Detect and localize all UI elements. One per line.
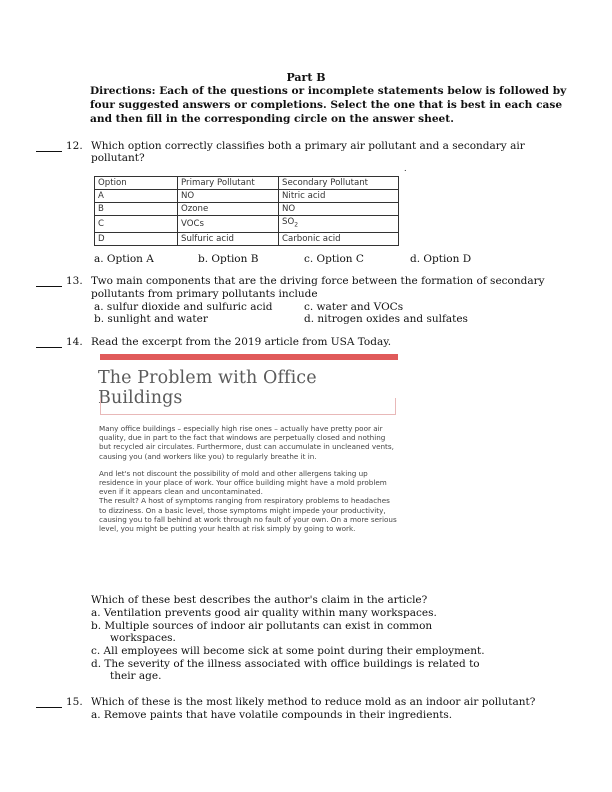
table-cell: NO xyxy=(178,190,279,203)
question-12-line-1: Which option correctly classifies both a primary air pollutant and a secondary air xyxy=(91,140,525,152)
excerpt-title: The Problem with Office Buildings xyxy=(98,368,317,408)
excerpt-title-underline-box xyxy=(100,398,396,415)
answer-blank-12[interactable] xyxy=(36,141,62,152)
answer-choice-b[interactable]: b. Option B xyxy=(198,253,259,265)
answer-choice-a[interactable]: a. Remove paints that have volatile compounds in their ingredients. xyxy=(91,709,453,721)
excerpt-paragraph: The result? A host of symptoms ranging from respiratory problems to headaches to dizziness. On a basic level, those symptoms might impede your productivity, causing you to fall behind at work through no fault of your own. On a more serious level, you might be putting your health at risk simply by going to work. xyxy=(99,496,397,534)
question-13-line-1: Two main components that are the driving force between the formation of secondary xyxy=(91,275,545,287)
question-14-prompt: Which of these best describes the author's claim in the article? xyxy=(91,594,428,606)
answer-choice-c[interactable]: c. water and VOCs xyxy=(304,301,404,313)
pollutant-table xyxy=(94,176,399,246)
answer-blank-13[interactable] xyxy=(36,276,62,287)
answer-blank-14[interactable] xyxy=(36,337,62,348)
question-number-12: 12. xyxy=(66,140,83,152)
answer-choice-d[interactable]: d. nitrogen oxides and sulfates xyxy=(304,313,468,325)
table-row xyxy=(95,203,399,216)
stray-mark: . xyxy=(404,164,407,173)
question-number-13: 13. xyxy=(66,275,83,287)
table-cell: Carbonic acid xyxy=(279,232,399,245)
excerpt-accent-bar xyxy=(100,354,398,360)
answer-choice-b-continued[interactable]: workspaces. xyxy=(110,632,176,644)
part-title: Part B xyxy=(286,71,326,84)
answer-choice-c[interactable]: c. Option C xyxy=(304,253,364,265)
table-row xyxy=(95,232,399,245)
answer-choice-a[interactable]: a. Ventilation prevents good air quality within many workspaces. xyxy=(91,607,437,619)
table-cell: NO xyxy=(279,203,399,216)
question-14-line-1: Read the excerpt from the 2019 article from USA Today. xyxy=(91,336,392,348)
table-cell: C xyxy=(95,216,178,233)
question-number-15: 15. xyxy=(66,696,83,708)
table-cell: Sulfuric acid xyxy=(178,232,279,245)
subscript: 2 xyxy=(294,221,299,229)
answer-choice-c[interactable]: c. All employees will become sick at some point during their employment. xyxy=(91,645,485,657)
table-cell-text: SO xyxy=(282,217,295,227)
excerpt-body xyxy=(99,424,399,533)
table-cell: Nitric acid xyxy=(279,190,399,203)
article-excerpt-image xyxy=(94,354,406,580)
table-header-row xyxy=(95,177,399,190)
table-row xyxy=(95,190,399,203)
table-header: Secondary Pollutant xyxy=(279,177,399,190)
table-cell: Ozone xyxy=(178,203,279,216)
directions: Directions: Each of the questions or incomplete statements below is followed by four suggested answers or completions. Select the one that is best in each case and then fill in the corresponding circle on the answer sheet. xyxy=(90,85,567,125)
answer-choice-d-continued[interactable]: their age. xyxy=(110,670,162,682)
answer-choice-d[interactable]: d. Option D xyxy=(410,253,472,265)
answer-blank-15[interactable] xyxy=(36,697,62,708)
table-cell xyxy=(279,216,399,233)
question-number-14: 14. xyxy=(66,336,83,348)
table-cell: A xyxy=(95,190,178,203)
table-cell: B xyxy=(95,203,178,216)
table-header: Option xyxy=(95,177,178,190)
answer-choice-a[interactable]: a. sulfur dioxide and sulfuric acid xyxy=(94,301,273,313)
excerpt-paragraph: And let's not discount the possibility of mold and other allergens taking up residence in your place of work. Your office building might have a mold problem even if it appears clean and uncontaminated. xyxy=(99,468,387,497)
excerpt-paragraph: Many office buildings – especially high rise ones – actually have pretty poor air quality, due in part to the fact that windows are perpetually closed and nothing but recycled air circulates. Furthermore, dust can accumulate in uncleaned vents, causing you (and workers like you) to regularly breathe it in. xyxy=(99,424,394,461)
answer-choice-a[interactable]: a. Option A xyxy=(94,253,154,265)
question-12-line-2: pollutant? xyxy=(91,152,145,164)
question-13-line-2: pollutants from primary pollutants include xyxy=(91,288,318,300)
question-15-line-1: Which of these is the most likely method to reduce mold as an indoor air pollutant? xyxy=(91,696,536,708)
answer-choice-b[interactable]: b. Multiple sources of indoor air pollutants can exist in common xyxy=(91,620,433,632)
table-header: Primary Pollutant xyxy=(178,177,279,190)
table-row xyxy=(95,216,399,233)
table-cell: VOCs xyxy=(178,216,279,233)
answer-choice-b[interactable]: b. sunlight and water xyxy=(94,313,208,325)
table-cell: D xyxy=(95,232,178,245)
answer-choice-d[interactable]: d. The severity of the illness associated with office buildings is related to xyxy=(91,658,480,670)
